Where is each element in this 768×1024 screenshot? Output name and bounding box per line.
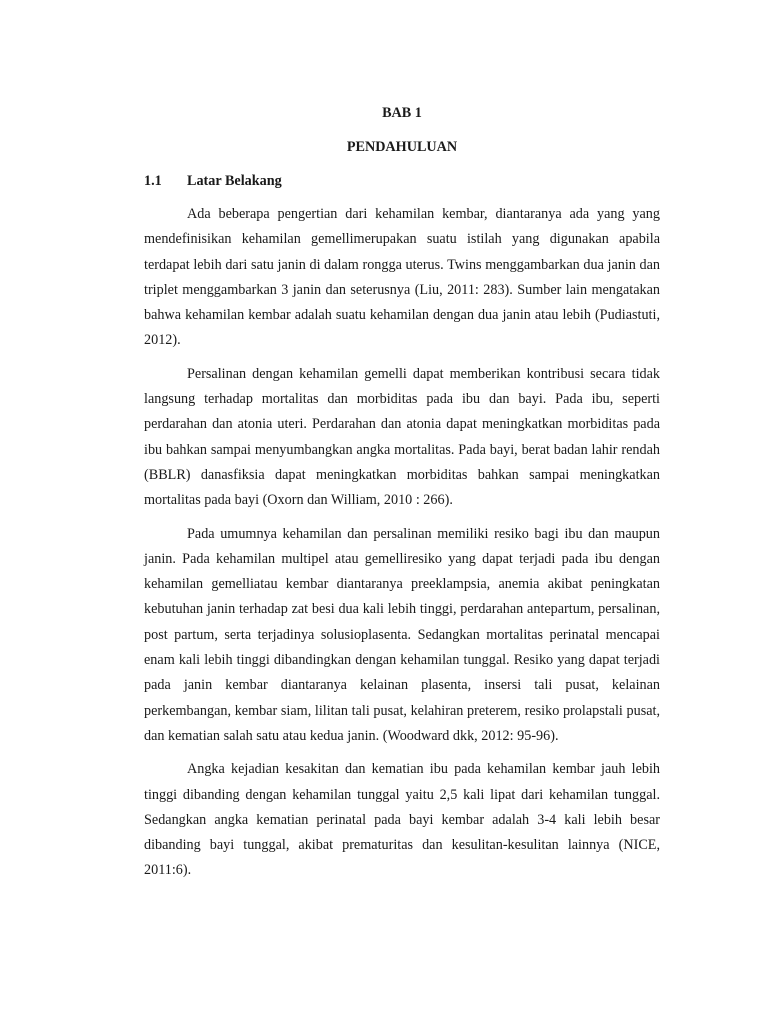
chapter-number: BAB 1 [382,105,422,121]
document-page [144,96,660,892]
section-title: Latar Belakang [187,173,282,189]
paragraph-3: Pada umumnya kehamilan dan persalinan memiliki resiko bagi ibu dan maupun janin. Pada kehamilan multipel atau gemelliresiko yang dapat terjadi pada ibu dengan kehamilan gemelliatau kembar diantaranya preeklampsia, anemia akibat peningkatan kebutuhan janin terhadap zat besi dua kali lebih tinggi, perdarahan antepartum, persalinan, post partum, serta terjadinya solusioplasenta. Sedangkan mortalitas perinatal mencapai enam kali lebih tinggi dibandingkan dengan kehamilan tunggal. Resiko yang dapat terjadi pada janin kembar diantaranya kelainan plasenta, insersi tali pusat, kelainan perkembangan, kembar siam, lilitan tali pusat, kelahiran preterem, resiko prolapstali pusat, dan kematian salah satu atau kedua janin. (Woodward dkk, 2012: 95-96). [144,525,660,744]
chapter-title: PENDAHULUAN [346,139,458,155]
paragraph-4: Angka kejadian kesakitan dan kematian ibu pada kehamilan kembar jauh lebih tinggi dibanding dengan kehamilan tunggal yaitu 2,5 kali lipat dari kehamilan tunggal. Sedangkan angka kematian perinatal pada bayi kembar adalah 3-4 kali lebih besar dibanding bayi tunggal, akibat prematuritas dan kesulitan-kesulitan lainnya (NICE, 2011:6). [144,761,660,879]
section-number: 1.1 [144,173,162,189]
section-heading [144,164,660,198]
paragraph-2: Persalinan dengan kehamilan gemelli dapat memberikan kontribusi secara tidak langsung terhadap mortalitas dan morbiditas pada ibu dan bayi. Pada ibu, seperti perdarahan dan atonia uteri. Perdarahan dan atonia dapat meningkatkan morbiditas pada ibu bahkan sampai menyumbangkan angka mortalitas. Pada bayi, berat badan lahir rendah (BBLR) danasfiksia dapat meningkatkan morbiditas bahkan sampai meningkatkan mortalitas pada bayi (Oxorn dan William, 2010 : 266). [144,365,660,509]
paragraph-1: Ada beberapa pengertian dari kehamilan kembar, diantaranya ada yang yang mendefinisikan kehamilan gemellimerupakan suatu istilah yang digunakan apabila terdapat lebih dari satu janin di dalam rongga uterus. Twins menggambarkan dua janin dan triplet menggambarkan 3 janin dan seterusnya (Liu, 2011: 283). Sumber lain mengatakan bahwa kehamilan kembar adalah suatu kehamilan dengan dua janin atau lebih (Pudiastuti, 2012). [144,206,660,349]
